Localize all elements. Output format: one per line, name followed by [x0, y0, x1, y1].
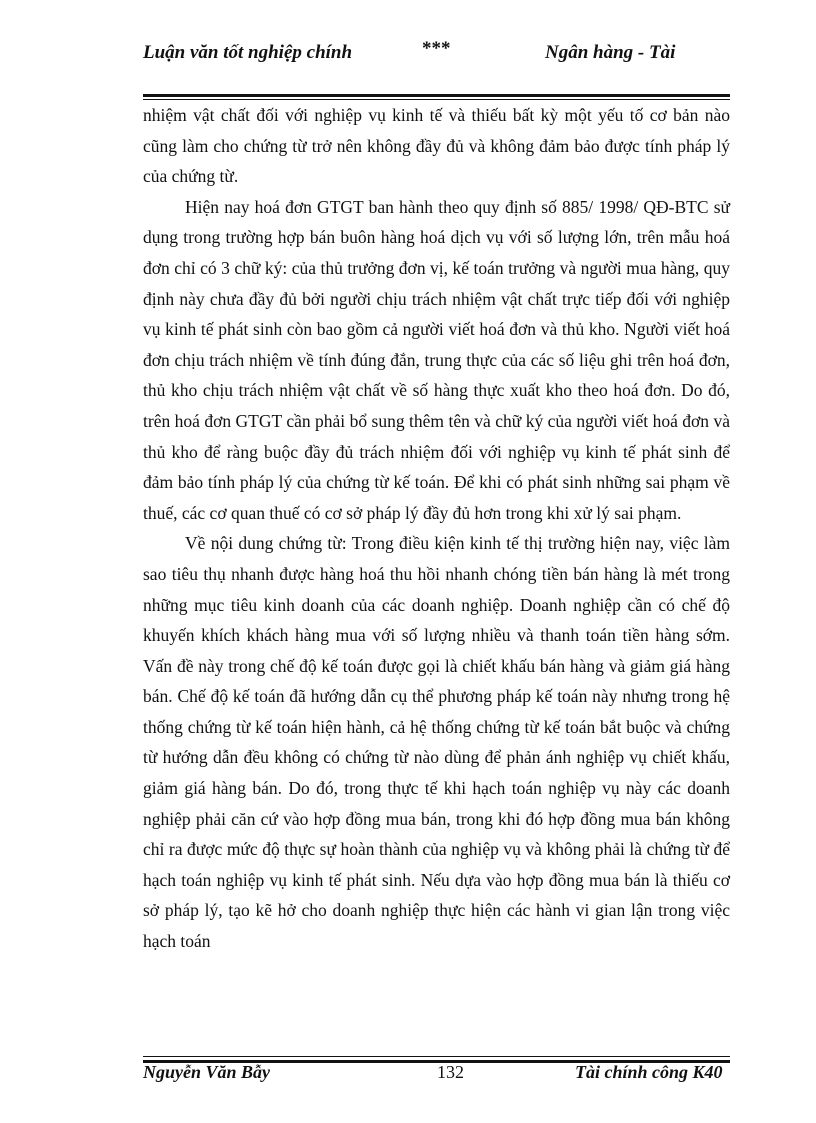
body-paragraph-content: Về nội dung chứng từ: Trong điều kiện kinh tế thị trường hiện nay, việc làm sao tiêu thụ nhanh được hàng hoá thu hồi nhanh chóng tiền bán hàng là mét trong những mục tiêu kinh doanh của các doanh nghiệp. Doanh nghiệp cần có chế độ khuyến khích khách hàng mua với số lượng nhiều và thanh toán tiền hàng sớm. Vấn đề này trong chế độ kế toán được gọi là chiết khấu bán hàng và giảm giá hàng bán. Chế độ kế toán đã hướng dẫn cụ thể phương pháp kế toán này nhưng trong hệ thống chứng từ kế toán hiện hành, cả hệ thống chứng từ kế toán bắt buộc và chứng từ hướng dẫn đều không có chứng từ nào dùng để phản ánh nghiệp vụ chiết khấu, giảm giá hàng bán. Do đó, trong thực tế khi hạch toán nghiệp vụ này các doanh nghiệp phải căn cứ vào hợp đồng mua bán, trong khi đó hợp đồng mua bán không chỉ ra được mức độ thực sự hoàn thành của nghiệp vụ và không phải là chứng từ để hạch toán nghiệp vụ kinh tế phát sinh. Nếu dựa vào hợp đồng mua bán là thiếu cơ sở pháp lý, tạo kẽ hở cho doanh nghiệp thực hiện các hành vi gian lận trong việc hạch toán	[143, 533, 730, 952]
footer-author: Nguyễn Văn Bẫy	[143, 1062, 271, 1082]
page-number: 132	[437, 1062, 464, 1082]
footer-rule-thin	[143, 1056, 730, 1057]
header-thesis-title: Luận văn tốt nghiệp chính	[143, 42, 353, 63]
header-rule-thick	[143, 94, 730, 97]
body-paragraph-invoice: Hiện nay hoá đơn GTGT ban hành theo quy định số 885/ 1998/ QĐ-BTC sử dụng trong trường hợp bán buôn hàng hoá dịch vụ với số lượng lớn, trên mẫu hoá đơn chỉ có 3 chữ ký: của thủ trưởng đơn vị, kế toán trưởng và người mua hàng, quy định này chưa đầy đủ bởi người chịu trách nhiệm vật chất trực tiếp đối với nghiệp vụ kinh tế phát sinh còn bao gồm cả người viết hoá đơn và thủ kho. Người viết hoá đơn chịu trách nhiệm về tính đúng đắn, trung thực của các số liệu ghi trên hoá đơn, thủ kho chịu trách nhiệm vật chất về số hàng thực xuất kho theo hoá đơn. Do đó, trên hoá đơn GTGT cần phải bổ sung thêm tên và chữ ký của người viết hoá đơn và thủ kho để ràng buộc đầy đủ trách nhiệm đối với nghiệp vụ kinh tế phát sinh để đảm bảo tính pháp lý của chứng từ kế toán. Để khi có phát sinh những sai phạm về thuế, các cơ quan thuế có cơ sở pháp lý đầy đủ hơn trong khi xử lý sai phạm.	[143, 196, 730, 523]
body-paragraph-continuation: nhiệm vật chất đối với nghiệp vụ kinh tế và thiếu bất kỳ một yếu tố cơ bản nào cũng làm cho chứng từ trở nên không đầy đủ và không đảm bảo được tính pháp lý của chứng từ.	[143, 105, 730, 187]
footer-class-name: Tài chính công K40	[575, 1062, 723, 1082]
header-separator-mark: ***	[422, 38, 451, 59]
header-department-title: Ngân hàng - Tài	[545, 42, 676, 63]
document-body	[143, 100, 730, 957]
